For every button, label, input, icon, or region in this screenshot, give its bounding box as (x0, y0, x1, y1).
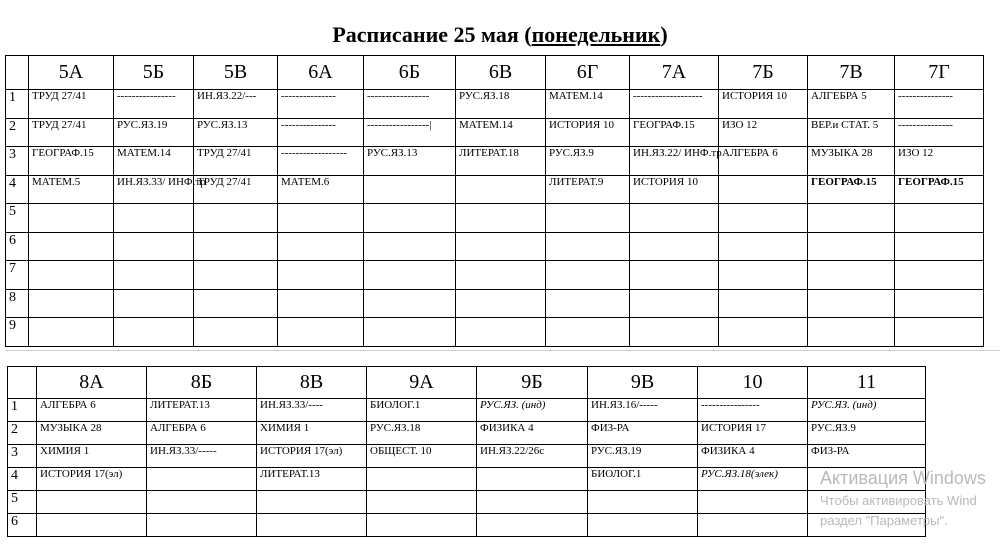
table-row (8, 468, 926, 491)
period-number: 4 (8, 468, 37, 491)
table-row (6, 175, 984, 204)
lesson-cell (719, 318, 808, 347)
lesson-cell (477, 514, 588, 537)
lesson-cell: РУС.ЯЗ.13 (364, 147, 456, 176)
class-header: 6Г (546, 56, 630, 90)
class-header: 7Г (895, 56, 984, 90)
lesson-cell (895, 232, 984, 261)
table-row (6, 90, 984, 119)
corner-cell (6, 56, 29, 90)
table-row (6, 118, 984, 147)
class-header: 6А (278, 56, 364, 90)
lesson-cell: ИН.ЯЗ.16/----- (588, 399, 698, 422)
lesson-cell: ФИЗ-РА (808, 445, 926, 468)
lesson-cell: РУС.ЯЗ.13 (194, 118, 278, 147)
lesson-cell (114, 232, 194, 261)
lesson-cell: ХИМИЯ 1 (257, 422, 367, 445)
lesson-cell: ГЕОГРАФ.15 (630, 118, 719, 147)
lesson-cell: ГЕОГРАФ.15 (895, 175, 984, 204)
lesson-cell (278, 261, 364, 290)
lesson-cell: ИЗО 12 (719, 118, 808, 147)
lesson-cell (29, 261, 114, 290)
lesson-cell: ИН.ЯЗ.22/26с (477, 445, 588, 468)
class-header: 6Б (364, 56, 456, 90)
lesson-cell: ХИМИЯ 1 (37, 445, 147, 468)
lesson-cell: ТРУД 27/41 (29, 90, 114, 119)
lesson-cell (808, 261, 895, 290)
lesson-cell (29, 232, 114, 261)
class-header: 9В (588, 367, 698, 399)
lesson-cell: ФИЗИКА 4 (698, 445, 808, 468)
class-header: 6В (456, 56, 546, 90)
lesson-cell (29, 318, 114, 347)
lesson-cell: ИСТОРИЯ 17(эл) (37, 468, 147, 491)
lesson-cell (278, 232, 364, 261)
lesson-cell: ------------------- (630, 90, 719, 119)
lesson-cell: --------------- (278, 118, 364, 147)
header-row (8, 367, 926, 399)
period-number: 1 (6, 90, 29, 119)
lesson-cell (808, 232, 895, 261)
lesson-cell: АЛГЕБРА 5 (808, 90, 895, 119)
lesson-cell (698, 491, 808, 514)
lesson-cell (114, 318, 194, 347)
lesson-cell (114, 261, 194, 290)
lesson-cell (456, 318, 546, 347)
lesson-cell (367, 468, 477, 491)
class-header: 7А (630, 56, 719, 90)
lesson-cell (630, 261, 719, 290)
lesson-cell: РУС.ЯЗ.18 (456, 90, 546, 119)
lesson-cell (588, 491, 698, 514)
class-header: 8В (257, 367, 367, 399)
corner-cell (8, 367, 37, 399)
lesson-cell (367, 514, 477, 537)
lesson-cell (546, 261, 630, 290)
lesson-cell (194, 261, 278, 290)
lesson-cell: ФИЗ-РА (588, 422, 698, 445)
class-header: 7Б (719, 56, 808, 90)
class-header: 11 (808, 367, 926, 399)
lesson-cell: ЛИТЕРАТ.13 (257, 468, 367, 491)
lesson-cell: ГЕОГРАФ.15 (808, 175, 895, 204)
lesson-cell: РУС.ЯЗ.9 (808, 422, 926, 445)
lesson-cell: ИСТОРИЯ 10 (630, 175, 719, 204)
lesson-cell: БИОЛОГ.1 (367, 399, 477, 422)
lesson-cell (364, 175, 456, 204)
period-number: 2 (6, 118, 29, 147)
lesson-cell: ИН.ЯЗ.33/----- (147, 445, 257, 468)
table-row (6, 204, 984, 233)
period-number: 1 (8, 399, 37, 422)
lesson-cell: МАТЕМ.14 (114, 147, 194, 176)
lesson-cell (588, 514, 698, 537)
lesson-cell: ЛИТЕРАТ.18 (456, 147, 546, 176)
lesson-cell (719, 175, 808, 204)
period-number: 6 (8, 514, 37, 537)
lesson-cell: ИН.ЯЗ.22/--- (194, 90, 278, 119)
lesson-cell (147, 491, 257, 514)
period-number: 3 (6, 147, 29, 176)
lesson-cell (364, 289, 456, 318)
lesson-cell (194, 289, 278, 318)
lesson-cell: МАТЕМ.5 (29, 175, 114, 204)
lesson-cell (895, 261, 984, 290)
table-row (6, 232, 984, 261)
lesson-cell: ИСТОРИЯ 17 (698, 422, 808, 445)
lesson-cell: ИСТОРИЯ 10 (719, 90, 808, 119)
lesson-cell (37, 491, 147, 514)
lesson-cell: МАТЕМ.6 (278, 175, 364, 204)
lesson-cell: МУЗЫКА 28 (37, 422, 147, 445)
lesson-cell (546, 232, 630, 261)
lesson-cell (114, 289, 194, 318)
lesson-cell (630, 232, 719, 261)
period-number: 2 (8, 422, 37, 445)
lesson-cell: ЛИТЕРАТ.9 (546, 175, 630, 204)
table-row (8, 445, 926, 468)
page-title: Расписание 25 мая (понедельник) (332, 22, 668, 47)
lesson-cell (477, 468, 588, 491)
period-number: 4 (6, 175, 29, 204)
lesson-cell (456, 232, 546, 261)
activation-watermark-title: Активация Windows (820, 468, 986, 488)
class-header: 7В (808, 56, 895, 90)
period-number: 3 (8, 445, 37, 468)
period-number: 5 (8, 491, 37, 514)
schedule-table-grades-8-11 (7, 366, 926, 537)
lesson-cell: ГЕОГРАФ.15 (29, 147, 114, 176)
table-row (8, 491, 926, 514)
lesson-cell (456, 289, 546, 318)
lesson-cell (546, 289, 630, 318)
lesson-cell: -----------------| (364, 118, 456, 147)
lesson-cell (194, 318, 278, 347)
class-header: 5А (29, 56, 114, 90)
lesson-cell (895, 318, 984, 347)
table-row (8, 399, 926, 422)
lesson-cell (29, 204, 114, 233)
schedule-table-grades-5-7 (5, 55, 984, 347)
lesson-cell: АЛГЕБРА 6 (147, 422, 257, 445)
table-row (6, 289, 984, 318)
lesson-cell: МАТЕМ.14 (456, 118, 546, 147)
lesson-cell: РУС.ЯЗ.18(элек) (698, 468, 808, 491)
lesson-cell: РУС.ЯЗ.19 (588, 445, 698, 468)
lesson-cell: ИН.ЯЗ.22/ ИНФ.тр (630, 147, 719, 176)
lesson-cell: ИН.ЯЗ.33/ ИНФ.тр (114, 175, 194, 204)
lesson-cell (630, 204, 719, 233)
class-header: 8Б (147, 367, 257, 399)
lesson-cell (456, 261, 546, 290)
lesson-cell: --------------- (895, 118, 984, 147)
class-header: 9А (367, 367, 477, 399)
lesson-cell: РУС.ЯЗ. (инд) (477, 399, 588, 422)
lesson-cell (630, 318, 719, 347)
lesson-cell (546, 318, 630, 347)
lesson-cell: ОБЩЕСТ. 10 (367, 445, 477, 468)
lesson-cell (630, 289, 719, 318)
table-row (6, 261, 984, 290)
lesson-cell: РУС.ЯЗ.18 (367, 422, 477, 445)
lesson-cell (257, 491, 367, 514)
lesson-cell (895, 289, 984, 318)
lesson-cell: РУС.ЯЗ. (инд) (808, 399, 926, 422)
lesson-cell: ВЕР.и СТАТ. 5 (808, 118, 895, 147)
lesson-cell (719, 232, 808, 261)
class-header: 10 (698, 367, 808, 399)
lesson-cell (278, 318, 364, 347)
lesson-cell: ИСТОРИЯ 10 (546, 118, 630, 147)
lesson-cell (456, 175, 546, 204)
lesson-cell: ИН.ЯЗ.33/---- (257, 399, 367, 422)
lesson-cell: --------------- (895, 90, 984, 119)
lesson-cell (29, 289, 114, 318)
lesson-cell (477, 491, 588, 514)
lesson-cell: ТРУД 27/41 (194, 175, 278, 204)
lesson-cell: ИСТОРИЯ 17(эл) (257, 445, 367, 468)
lesson-cell (546, 204, 630, 233)
period-number: 7 (6, 261, 29, 290)
table-body (8, 399, 926, 537)
class-header: 8А (37, 367, 147, 399)
lesson-cell: ТРУД 27/41 (194, 147, 278, 176)
lesson-cell (278, 204, 364, 233)
lesson-cell: --------------- (278, 90, 364, 119)
lesson-cell: ИЗО 12 (895, 147, 984, 176)
lesson-cell (719, 289, 808, 318)
lesson-cell (367, 491, 477, 514)
lesson-cell: АЛГЕБРА 6 (719, 147, 808, 176)
lesson-cell (147, 514, 257, 537)
activation-watermark-text: раздел "Параметры". (820, 513, 948, 528)
lesson-cell (364, 318, 456, 347)
period-number: 9 (6, 318, 29, 347)
lesson-cell (719, 204, 808, 233)
table-row (8, 514, 926, 537)
lesson-cell: ТРУД 27/41 (29, 118, 114, 147)
table-body (6, 90, 984, 347)
lesson-cell (808, 204, 895, 233)
lesson-cell (364, 204, 456, 233)
lesson-cell (895, 204, 984, 233)
lesson-cell (114, 204, 194, 233)
lesson-cell: ----------------- (364, 90, 456, 119)
lesson-cell (257, 514, 367, 537)
lesson-cell (719, 261, 808, 290)
activation-watermark-text: Чтобы активировать Wind (820, 493, 977, 508)
period-number: 6 (6, 232, 29, 261)
table-row (6, 147, 984, 176)
class-header: 5В (194, 56, 278, 90)
lesson-cell (808, 289, 895, 318)
lesson-cell (194, 204, 278, 233)
lesson-cell: ---------------- (114, 90, 194, 119)
lesson-cell (364, 261, 456, 290)
lesson-cell: ФИЗИКА 4 (477, 422, 588, 445)
table-row (6, 318, 984, 347)
lesson-cell (278, 289, 364, 318)
lesson-cell (37, 514, 147, 537)
lesson-cell: ЛИТЕРАТ.13 (147, 399, 257, 422)
period-number: 8 (6, 289, 29, 318)
divider (5, 350, 1000, 351)
lesson-cell: РУС.ЯЗ.9 (546, 147, 630, 176)
lesson-cell (147, 468, 257, 491)
lesson-cell: АЛГЕБРА 6 (37, 399, 147, 422)
lesson-cell (808, 318, 895, 347)
lesson-cell (456, 204, 546, 233)
table-row (8, 422, 926, 445)
period-number: 5 (6, 204, 29, 233)
class-header: 5Б (114, 56, 194, 90)
lesson-cell: МУЗЫКА 28 (808, 147, 895, 176)
lesson-cell (364, 232, 456, 261)
class-header: 9Б (477, 367, 588, 399)
lesson-cell: ------------------ (278, 147, 364, 176)
lesson-cell (194, 232, 278, 261)
lesson-cell: МАТЕМ.14 (546, 90, 630, 119)
lesson-cell: РУС.ЯЗ.19 (114, 118, 194, 147)
lesson-cell: ---------------- (698, 399, 808, 422)
lesson-cell: БИОЛОГ.1 (588, 468, 698, 491)
header-row (6, 56, 984, 90)
lesson-cell (698, 514, 808, 537)
